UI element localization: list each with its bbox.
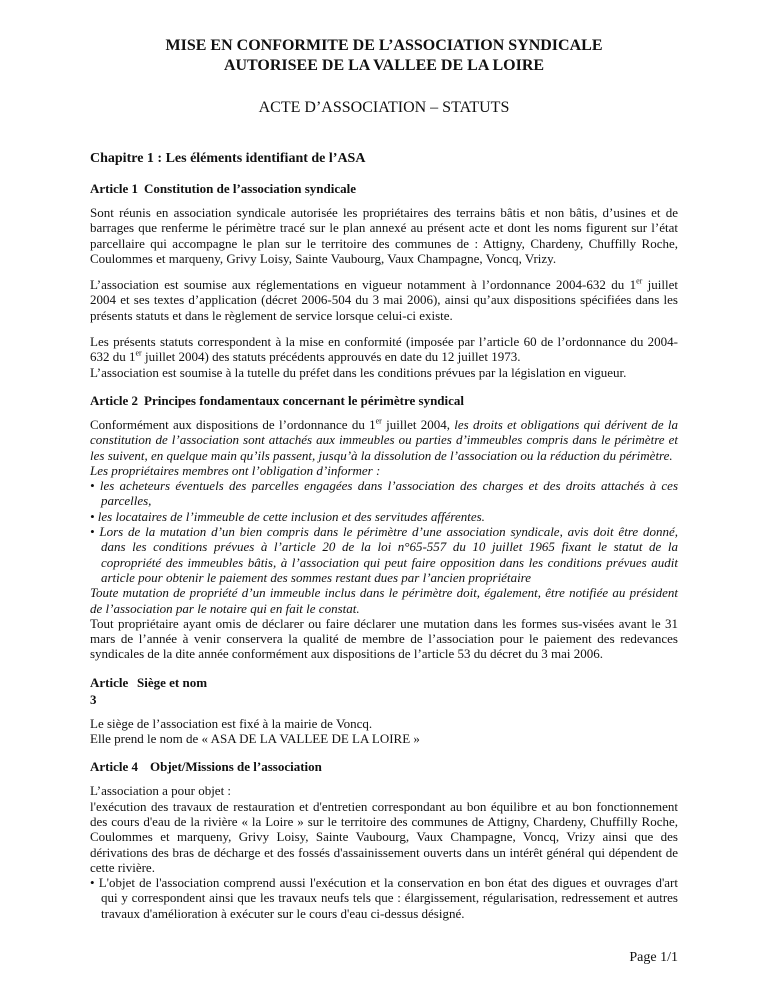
article-1-title: Constitution de l’association syndicale [144,181,356,196]
article-3-heading [90,674,678,708]
article-1-heading [90,180,678,197]
article-2-bullet-2: • les locataires de l’immeuble de cette inclusion et des servitudes afférentes. [90,508,485,524]
article-2-paragraph-4: Tout propriétaire ayant omis de déclarer ou faire déclarer une mutation dans les formes sus-visées avant le 31 mars de l’année à venir conservera la qualité de membre de l’association pour le paiement des redevances syndicales de la dite année conformément aux dispositions de l’article 53 du décret du 3 mai 2006. [90,615,678,662]
document-subtitle: ACTE D’ASSOCIATION – STATUTS [258,99,510,116]
article-4-bullet-1: • L'objet de l'association comprend aussi l'exécution et la conservation en bon état des digues et ouvrages d'art qui y correspondent ainsi que les travaux neufs tels que : élargissement, régularisation, redressement et autres travaux d'amélioration à exécuter sur le cours d'eau ci-dessus désigné. [90,875,678,921]
article-2-paragraph-1: Conformément aux dispositions de l’ordonnance du 1er juillet 2004, les droits et obligations qui dérivent de la constitution de l’association sont attachés aux immeubles ou parties d’immeubles compris dans le périmètre et les suivent, en quelque main qu’ils passent, jusqu’à la dissolution de l’association ou la réduction du périmètre. [90,416,678,463]
article-3-number: Article 3 [90,674,129,707]
document-title [90,36,678,76]
article-4-paragraph-1: L’association a pour objet : [90,783,232,799]
article-4-paragraph-2: l'exécution des travaux de restauration et d'entretien correspondant au bon équilibre et au bon fonctionnement des cours d'eau de la rivière « la Loire » sur le territoire des communes de Attigny, Chardeny, Chuffilly Roche, Coulommes et marqueny, Grivy Loisy, Sainte Vaubourg, Vaux Champagne, Voncq, Vrizy ainsi que des dérivations des bras de décharge et des fossés d'assainissement ouverts dans un intérêt général qui dépendent de cette rivière. [90,798,678,875]
title-line-1: MISE EN CONFORMITE DE L’ASSOCIATION SYNDICALE [165,37,603,54]
article-2-paragraph-2: Les propriétaires membres ont l’obligation d’informer : [90,462,381,478]
article-4-heading [90,758,678,775]
article-1-paragraph-2: L’association est soumise aux réglementations en vigueur notamment à l’ordonnance 2004-632 du 1er juillet 2004 et ses textes d’application (décret 2006-504 du 3 mai 2006), ainsi qu’aux dispositions spécifiées dans les présents statuts et dans le règlement de service lorsque celui-ci existe. [90,276,678,323]
article-2-bullet-1: • les acheteurs éventuels des parcelles engagées dans l’association des charges et des droits attachés à ces parcelles, [90,478,678,509]
article-2-heading [90,392,678,409]
article-1-paragraph-4: L’association est soumise à la tutelle du préfet dans les conditions prévues par la législation en vigueur. [90,364,627,380]
article-2-title: Principes fondamentaux concernant le périmètre syndical [144,392,465,408]
article-2-bullet-3: • Lors de la mutation d’un bien compris dans le périmètre d’une association syndicale, avis doit être donné, dans les conditions prévues à l’article 20 de la loi n°65-557 du 10 juillet 1965 fixant le statut de la copropriété des immeubles bâtis, à l’association qui peut faire opposition dans les conditions prévues audit article pour obtenir le paiement des sommes restant dues par l’ancien propriétaire [90,524,678,585]
title-line-2: AUTORISEE DE LA VALLEE DE LA LOIRE [223,57,545,74]
article-2-number: Article 2 [90,392,139,408]
article-2-paragraph-3: Toute mutation de propriété d’un immeuble inclus dans le périmètre doit, également, être notifiée au président de l’association par le notaire qui en fait le constat. [90,585,678,616]
article-1-paragraph-3: Les présents statuts correspondent à la mise en conformité (imposée par l’article 60 de l’ordonnance du 2004-632 du 1er juillet 2004) des statuts précédents approuvés en date du 12 juillet 1973. [90,334,678,365]
article-1-paragraph-1: Sont réunis en association syndicale autorisée les propriétaires des terrains bâtis et non bâtis, d’usines et de barrages que renferme le périmètre tracé sur le plan annexé au présent acte et dont les noms figurent sur l’état parcellaire qui accompagne le plan sur le territoire des communes de : Attigny, Chardeny, Chuffilly Roche, Coulommes et marqueny, Grivy Loisy, Sainte Vaubourg, Vaux Champagne, Voncq, Vrizy. [90,205,678,266]
article-3-paragraph-2: Elle prend le nom de « ASA DE LA VALLEE DE LA LOIRE » [90,731,420,747]
page-number: Page 1/1 [629,950,678,965]
article-1-number: Article 1 [90,181,139,196]
chapter-1-heading: Chapitre 1 : Les éléments identifiant de l’ASA [90,151,366,166]
article-3-title: Siège et nom [137,674,208,690]
article-4-number: Article 4 [90,759,139,775]
article-3-paragraph-1: Le siège de l’association est fixé à la mairie de Voncq. [90,715,373,731]
article-4-title: Objet/Missions de l’association [150,759,322,775]
